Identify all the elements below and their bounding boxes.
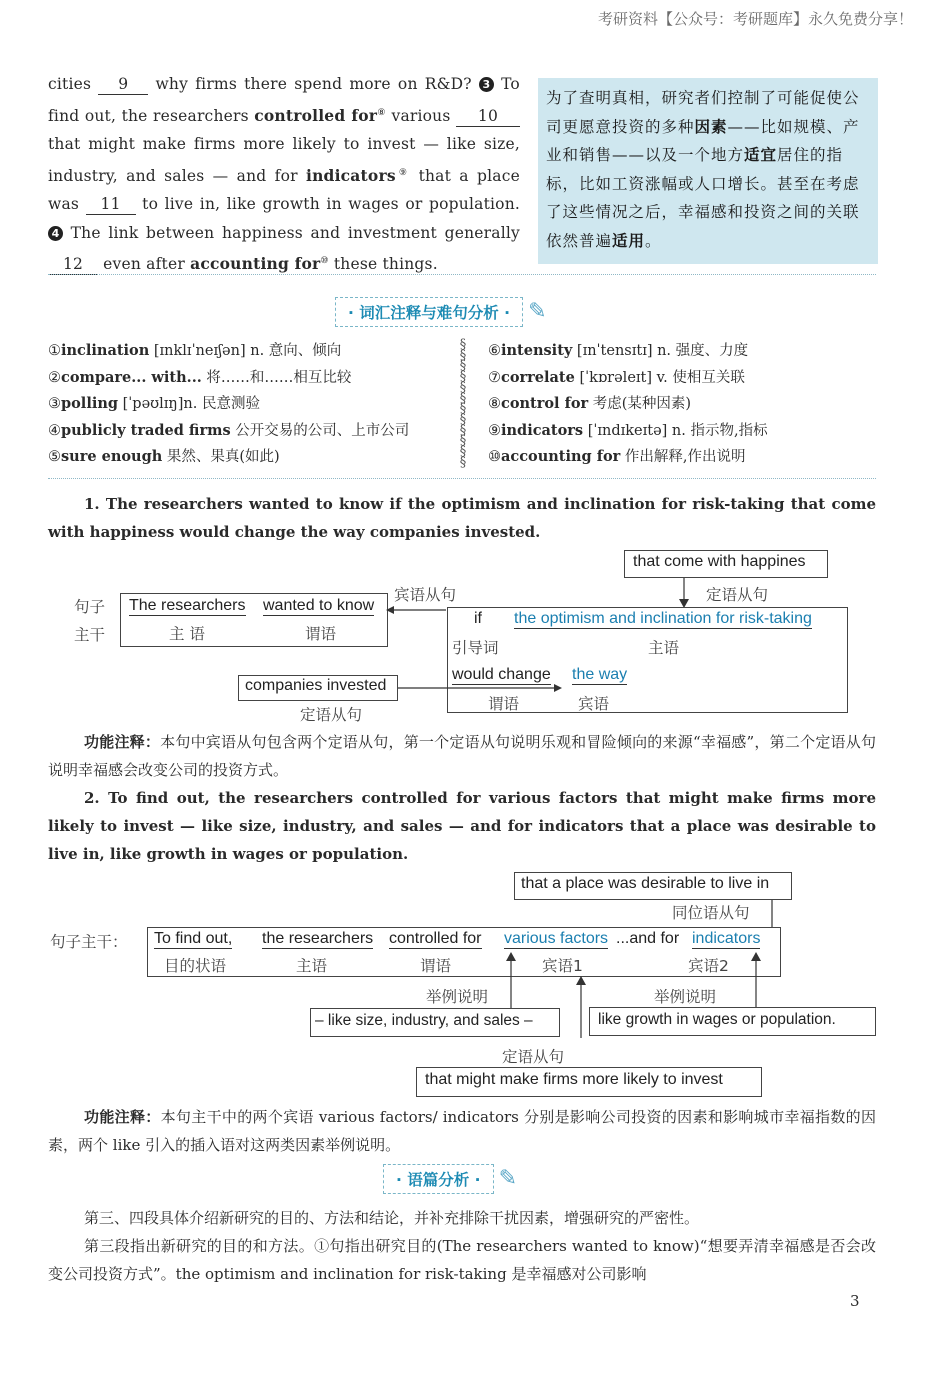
divider bbox=[48, 274, 876, 275]
discourse-paragraph-1: 第三、四段具体介绍新研究的目的、方法和结论，并补充排除干扰因素，增强研究的严密性。 bbox=[84, 1209, 700, 1227]
blank-12: 12 bbox=[48, 254, 98, 275]
vocab-section-title: · 词汇注释与难句分析 · bbox=[335, 297, 523, 327]
function-note-2: 功能注释：本句主干中的两个宾语 various factors/ indicators 分别是影响公司投资的因素和影响城市幸福指数的因素，两个 like 引入的插入语对这两类因素举例说明。 bbox=[48, 1108, 876, 1154]
vocab-list-left bbox=[48, 338, 458, 471]
main-clause-label: 主干 bbox=[74, 626, 106, 644]
discourse-section-title: · 语篇分析 · bbox=[383, 1164, 494, 1194]
page-number: 3 bbox=[850, 1292, 860, 1310]
attributive-clause-label: 定语从句 bbox=[300, 706, 363, 724]
vocab-item: ⑨indicators [ˈɪndɪkeɪtə] n. 指示物,指标 bbox=[488, 421, 768, 439]
passage: cities 9 why firms there spend more on R&D? 3 To find out, the researchers controlled for⑧ various 10 that might make firms more likely to invest — like size, industry, and sales — and for indicators⑨ that a place was 11 to live in, like growth in wages or population. 4 The link between happiness and investment generally 12 even after accounting for⑩ these things. bbox=[48, 75, 520, 274]
role-label: 主语 bbox=[296, 957, 328, 975]
vocab-item: ⑤sure enough 果然、果真(如此) bbox=[48, 448, 280, 465]
diagram-1 bbox=[0, 545, 950, 730]
role-label: 宾语1 bbox=[542, 957, 583, 975]
keyword-control-for: controlled for bbox=[254, 105, 378, 125]
vocab-section-header bbox=[335, 297, 547, 327]
discourse-paragraph-2: 第三段指出新研究的目的和方法。①句指出研究目的(The researchers wanted to know)“想要弄清幸福感是否会改变公司投资方式”。the optimism and inclination for risk-taking 是幸福感对公司影响 bbox=[48, 1237, 876, 1283]
vocab-item: ①inclination [ɪnklɪˈneɪʃən] n. 意向、倾向 bbox=[48, 342, 342, 359]
vocab-item: ④publicly traded firms 公开交易的公司、上市公司 bbox=[48, 421, 410, 439]
keyword-accounting-for: accounting for bbox=[190, 254, 321, 274]
appositive-clause-label: 同位语从句 bbox=[672, 904, 750, 922]
arrow-icon bbox=[676, 578, 692, 608]
object-clause-box bbox=[447, 607, 848, 713]
vocab-list-right bbox=[488, 338, 888, 471]
main-subject: the researchers bbox=[262, 930, 374, 947]
purpose-adverbial: To find out, bbox=[154, 930, 233, 947]
attributive-clause-box: that might make firms more likely to invest bbox=[416, 1067, 762, 1097]
translation-box: 为了查明真相，研究者们控制了可能促使公司更愿意投资的多种因素——比如规模、产业和销售——以及一个地方适宜居住的指标，比如工资涨幅或人口增长。甚至在考虑了这些情况之后，幸福感和投资之间的关联依然普遍适用。 bbox=[538, 78, 878, 264]
sentence-number-4: 4 bbox=[48, 226, 63, 241]
arrow-icon bbox=[573, 976, 589, 1038]
attributive-clause-label: 定语从句 bbox=[502, 1048, 565, 1066]
function-note-1: 功能注释：本句中宾语从句包含两个定语从句，第一个定语从句说明乐观和冒险倾向的来源“幸福感”，第二个定语从句说明幸福感会改变公司的投资方式。 bbox=[48, 733, 876, 779]
clause-object: the way bbox=[572, 666, 628, 683]
watermark: 考研资料【公众号：考研题库】永久免费分享！ bbox=[598, 10, 914, 28]
vocab-item: ②compare... with... 将……和……相互比较 bbox=[48, 368, 352, 386]
example-label: 举例说明 bbox=[426, 988, 489, 1006]
clause-subject: the optimism and inclination for risk-taking bbox=[514, 610, 812, 627]
arrow-icon bbox=[748, 952, 764, 1008]
object-1: various factors bbox=[504, 930, 609, 947]
role-label: 主 语 bbox=[169, 625, 205, 643]
arrow-icon bbox=[386, 603, 448, 617]
pen-icon: ✎ bbox=[528, 299, 547, 324]
blank-9: 9 bbox=[98, 74, 148, 95]
vocab-item: ③polling [ˈpəʊlɪŋ]n. 民意测验 bbox=[48, 395, 260, 412]
clause-verb: would change bbox=[452, 666, 551, 683]
vocab-item: ⑧control for 考虑(某种因素) bbox=[488, 395, 692, 412]
arrow-icon bbox=[503, 952, 519, 1008]
blank-11: 11 bbox=[86, 194, 136, 215]
sentence-2: 2. To find out, the researchers controlled for various factors that might make firms more likely to invest — like size, industry, and sales — and for indicators that a place was desirable to live in, like growth in wages or population. bbox=[48, 789, 876, 863]
diagram-2 bbox=[0, 868, 950, 1100]
divider bbox=[48, 478, 876, 479]
attributive-clause-2-box: companies invested bbox=[238, 675, 398, 701]
role-label: 宾语2 bbox=[688, 957, 729, 975]
example-label: 举例说明 bbox=[654, 988, 717, 1006]
vocab-item: ⑩accounting for 作出解释,作出说明 bbox=[488, 448, 746, 465]
arrow-icon bbox=[398, 681, 562, 695]
main-verb: controlled for bbox=[389, 930, 482, 947]
blank-10: 10 bbox=[456, 106, 520, 127]
discourse-section-header bbox=[383, 1164, 517, 1194]
role-label: 目的状语 bbox=[164, 957, 227, 975]
object-2: indicators bbox=[692, 930, 761, 947]
example-box-1: – like size, industry, and sales – bbox=[310, 1008, 560, 1037]
role-label: 谓语 bbox=[488, 695, 520, 713]
role-label: 谓语 bbox=[420, 957, 452, 975]
example-box-2: like growth in wages or population. bbox=[589, 1007, 876, 1036]
main-subject: The researchers bbox=[129, 597, 246, 614]
main-clause-box bbox=[120, 593, 388, 647]
vocab-item: ⑦correlate [ˈkɒrəleɪt] v. 使相互关联 bbox=[488, 368, 745, 386]
sentence-number-3: 3 bbox=[479, 77, 494, 92]
role-label: 主语 bbox=[648, 639, 680, 657]
keyword-indicators: indicators bbox=[305, 165, 396, 185]
main-clause-label: 句子主干： bbox=[50, 933, 128, 951]
wavy-divider: § § § § § § § § § § § § bbox=[459, 337, 467, 470]
role-label: 谓语 bbox=[305, 625, 337, 643]
connector: ...and for bbox=[616, 930, 680, 947]
appositive-clause-box: that a place was desirable to live in bbox=[514, 872, 792, 900]
vocab-item: ⑥intensity [ɪnˈtensɪtɪ] n. 强度、力度 bbox=[488, 342, 749, 359]
attributive-clause-label: 定语从句 bbox=[706, 586, 769, 604]
main-clause-box bbox=[147, 927, 781, 977]
sentence-1: 1. The researchers wanted to know if the optimism and inclination for risk-taking that come with happiness would change the way companies invested. bbox=[48, 495, 876, 541]
pen-icon: ✎ bbox=[498, 1166, 518, 1191]
main-verb: wanted to know bbox=[263, 597, 375, 614]
attributive-clause-1-box: that come with happines bbox=[624, 550, 828, 578]
object-clause-label: 宾语从句 bbox=[394, 586, 457, 604]
role-label: 引导词 bbox=[452, 639, 499, 657]
role-label: 宾语 bbox=[578, 695, 610, 713]
conjunction-if: if bbox=[474, 610, 482, 627]
main-clause-label: 句子 bbox=[74, 598, 106, 616]
